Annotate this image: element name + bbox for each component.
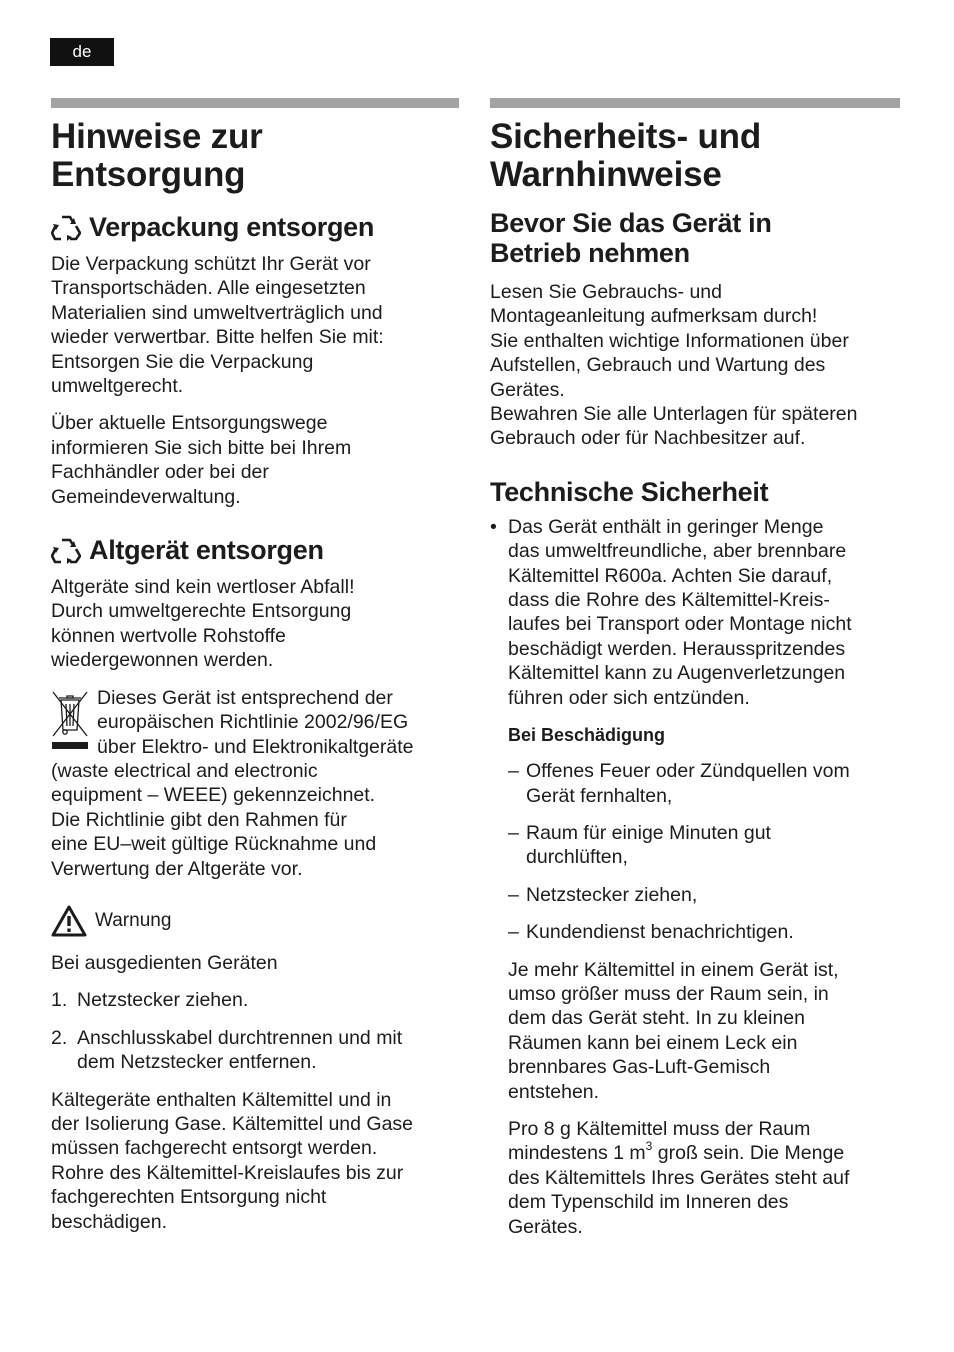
- text-line: Sie enthalten wichtige Informationen über: [490, 329, 849, 352]
- room-size-paragraph: [508, 1117, 900, 1239]
- text-line: Netzstecker ziehen.: [77, 989, 249, 1012]
- page-title-disposal: [51, 118, 459, 194]
- heading-line: Betrieb nehmen: [490, 238, 690, 268]
- packaging-heading: Verpackung entsorgen: [89, 212, 375, 242]
- text-line: umso größer muss der Raum sein, in: [508, 982, 829, 1005]
- refrigerant-room-paragraph: [508, 958, 900, 1104]
- recycle-icon: [51, 536, 81, 564]
- damage-section: [490, 723, 900, 1239]
- old-device-heading-row: [51, 535, 459, 565]
- text-line: müssen fachgerecht entsorgt werden.: [51, 1137, 378, 1160]
- list-item: [508, 821, 900, 870]
- title-line: Sicherheits- und: [490, 117, 762, 156]
- text-line: Rohre des Kältemittel-Kreislaufes bis zur: [51, 1161, 404, 1184]
- text-line: Altgeräte sind kein wertloser Abfall!: [51, 576, 355, 599]
- text-line: der Isolierung Gase. Kältemittel und Gase: [51, 1112, 414, 1135]
- list-text: [508, 515, 852, 710]
- text-line: Lesen Sie Gebrauchs- und: [490, 281, 722, 303]
- before-use-paragraph: [490, 280, 900, 451]
- text-line: fachgerechten Entsorgung nicht: [51, 1186, 327, 1209]
- text-line: [508, 1141, 900, 1165]
- recycle-icon: [51, 213, 81, 241]
- list-text: [526, 883, 697, 907]
- text-line: führen oder sich entzünden.: [508, 686, 750, 709]
- text-line: eine EU–weit gültige Rücknahme und: [51, 833, 377, 856]
- text-line: Gemeindeverwaltung.: [51, 485, 241, 508]
- warning-intro: Bei ausgedienten Geräten: [51, 951, 278, 974]
- list-item: [51, 988, 459, 1012]
- text-line: europäischen Richtlinie 2002/96/EG: [97, 711, 409, 734]
- old-device-paragraph: [51, 575, 459, 673]
- text-line: Kältemittel R600a. Achten Sie darauf,: [508, 564, 833, 587]
- list-item: [508, 759, 900, 808]
- text-line: Pro 8 g Kältemittel muss der Raum: [508, 1117, 811, 1140]
- warning-steps: [51, 988, 459, 1074]
- text-line: Gerät fernhalten,: [526, 784, 673, 807]
- text-line: dem das Gerät steht. In zu kleinen: [508, 1007, 805, 1030]
- text-line: beschädigen.: [51, 1210, 168, 1233]
- text-fragment: mindestens 1 m: [508, 1142, 646, 1165]
- list-number: 1.: [51, 989, 68, 1012]
- text-line: dem Netzstecker entfernen.: [77, 1051, 317, 1074]
- text-fragment: groß sein. Die Menge: [652, 1142, 845, 1165]
- list-text: [526, 759, 850, 808]
- left-column: [51, 98, 459, 1247]
- text-line: das umweltfreundliche, aber brennbare: [508, 540, 847, 563]
- text-line: equipment – WEEE) gekennzeichnet.: [51, 784, 376, 807]
- list-text: [77, 988, 248, 1012]
- text-line: Montageanleitung aufmerksam durch!: [490, 305, 818, 328]
- text-line: informieren Sie sich bitte bei Ihrem: [51, 436, 352, 459]
- warning-heading: [51, 905, 459, 937]
- text-line: brennbares Gas-Luft-Gemisch: [508, 1056, 771, 1079]
- text-line: können wertvolle Rohstoffe: [51, 624, 286, 647]
- text-line: umweltgerecht.: [51, 375, 184, 398]
- text-line: dem Typenschild im Inneren des: [508, 1191, 789, 1214]
- text-line: Materialien sind umweltverträglich und: [51, 301, 383, 324]
- damage-list: [508, 759, 900, 944]
- list-item: [490, 515, 900, 710]
- dash-marker: –: [508, 883, 519, 906]
- text-line: laufes bei Transport oder Montage nicht: [508, 613, 852, 636]
- section-rule: [51, 98, 459, 108]
- before-use-heading: [490, 208, 900, 268]
- damage-heading: Bei Beschädigung: [508, 725, 666, 746]
- text-line: Kältemittel kann zu Augenverletzungen: [508, 662, 846, 685]
- text-line: Fachhändler oder bei der: [51, 461, 269, 484]
- superscript: 3: [645, 1139, 653, 1154]
- list-text: [526, 920, 794, 944]
- packaging-paragraph: [51, 252, 459, 398]
- text-line: Bewahren Sie alle Unterlagen für späteren: [490, 403, 858, 426]
- text-line: Anschlusskabel durchtrennen und mit: [77, 1026, 403, 1049]
- warning-closing-paragraph: [51, 1088, 459, 1234]
- list-text: [77, 1026, 402, 1075]
- text-line: Je mehr Kältemittel in einem Gerät ist,: [508, 958, 839, 981]
- text-line: Gerätes.: [508, 1215, 583, 1238]
- text-line: Gebrauch oder für Nachbesitzer auf.: [490, 427, 806, 450]
- text-line: des Kältemittels Ihres Gerätes steht auf: [508, 1166, 850, 1189]
- text-line: Räumen kann bei einem Leck ein: [508, 1031, 798, 1054]
- text-line: über Elektro- und Elektronikaltgeräte: [97, 735, 414, 758]
- text-line: (waste electrical and electronic: [51, 759, 318, 782]
- dash-marker: –: [508, 921, 519, 944]
- dash-marker: –: [508, 760, 519, 783]
- list-item: [508, 920, 900, 944]
- section-rule: [490, 98, 900, 108]
- warning-triangle-icon: [51, 905, 87, 937]
- title-line: Warnhinweise: [490, 155, 722, 194]
- text-line: Netzstecker ziehen,: [526, 883, 698, 906]
- tech-safety-heading: Technische Sicherheit: [490, 476, 769, 507]
- text-line: durchlüften,: [526, 846, 628, 869]
- dash-marker: –: [508, 821, 519, 844]
- text-line: Offenes Feuer oder Zündquellen vom: [526, 760, 850, 783]
- tech-safety-bullets: [490, 515, 900, 710]
- weee-paragraph: [51, 686, 459, 881]
- text-line: Kundendienst benachrichtigen.: [526, 921, 794, 944]
- text-line: wieder verwertbar. Bitte helfen Sie mit:: [51, 326, 384, 349]
- right-column: [490, 98, 900, 1252]
- text-line: Die Verpackung schützt Ihr Gerät vor: [51, 253, 371, 275]
- text-line: Gerätes.: [490, 378, 565, 401]
- list-item: [508, 883, 900, 907]
- title-line: Entsorgung: [51, 155, 246, 194]
- text-line: Aufstellen, Gebrauch und Wartung des: [490, 354, 826, 377]
- text-line: Über aktuelle Entsorgungswege: [51, 412, 328, 435]
- text-line: Das Gerät enthält in geringer Menge: [508, 515, 824, 538]
- text-line: Durch umweltgerechte Entsorgung: [51, 600, 352, 623]
- weee-crossed-bin-icon: [51, 688, 89, 750]
- old-device-heading: Altgerät entsorgen: [89, 535, 324, 566]
- text-line: Dieses Gerät ist entsprechend der: [97, 686, 393, 709]
- text-line: Verwertung der Altgeräte vor.: [51, 857, 303, 880]
- text-line: Entsorgen Sie die Verpackung: [51, 350, 314, 373]
- packaging-heading-row: [51, 212, 459, 242]
- bullet-marker: •: [490, 515, 497, 538]
- text-line: wiedergewonnen werden.: [51, 649, 274, 672]
- warning-label: Warnung: [95, 909, 172, 931]
- text-line: Die Richtlinie gibt den Rahmen für: [51, 808, 347, 831]
- text-line: entstehen.: [508, 1080, 600, 1103]
- text-line: Transportschäden. Alle eingesetzten: [51, 277, 366, 300]
- text-line: Raum für einige Minuten gut: [526, 821, 771, 844]
- text-line: dass die Rohre des Kältemittel-Kreis-: [508, 589, 830, 612]
- list-item: [51, 1026, 459, 1075]
- text-line: beschädigt werden. Herausspritzendes: [508, 637, 846, 660]
- list-text: [526, 821, 771, 870]
- page-title-safety: [490, 118, 900, 194]
- language-tag: de: [50, 38, 114, 66]
- disposal-info-paragraph: [51, 411, 459, 509]
- text-line: Kältegeräte enthalten Kältemittel und in: [51, 1088, 392, 1111]
- list-number: 2.: [51, 1026, 68, 1049]
- heading-line: Bevor Sie das Gerät in: [490, 208, 772, 238]
- title-line: Hinweise zur: [51, 117, 263, 156]
